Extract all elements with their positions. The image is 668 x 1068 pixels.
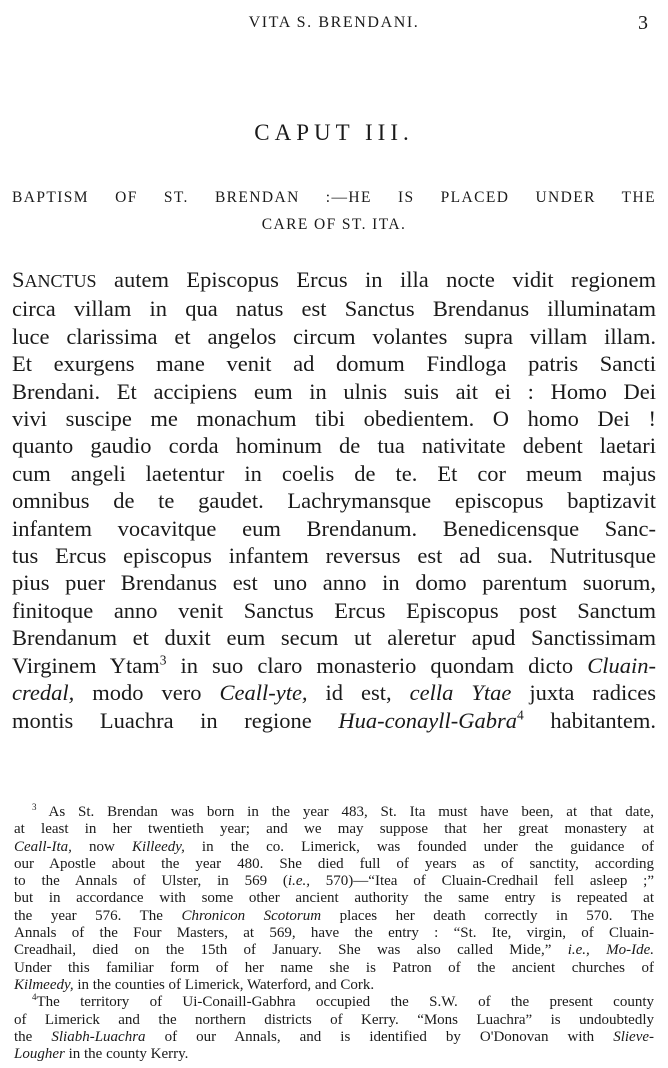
footnote-italic: Kilmeedy, [14,976,74,993]
footnote-italic: Sliabh-Luachra [51,1028,146,1045]
footnote-text: to the Annals of Ulster, in 569 ( [14,873,288,890]
latin-body-text [12,266,656,734]
footnote-text: As St. Brendan was born in the year 483, St. Ita must have been, at that date, [36,804,654,820]
footnote-text: 570)—“Itea of Cluain-Credhail fell asleep ;” [309,873,654,890]
footnote-line [14,1046,654,1063]
footnote-line [14,942,654,959]
footnote-text: Creadhail, died on the 15th of January. She was also called Mide,” [14,942,568,959]
footnote-mark: 4 [32,992,37,1003]
footnote-ref: 4 [517,707,524,722]
body-text-run: montis Luachra in regione [12,707,339,733]
footnote-line [14,804,654,821]
footnote-text: the [14,1028,52,1045]
page-number: 3 [638,12,648,34]
footnote-italic: Ceall-Ita, [14,838,72,855]
italic-place-name: Ceall-yte, [219,680,308,706]
footnote-line: of Limerick and the northern districts of Kerry. “Mons Luachra” is undoubtedly [14,1011,654,1028]
body-line: vivi suscipe me monachum tibi obedientem. O homo Dei ! [12,406,656,432]
body-text-run: in suo claro monasterio quondam dicto [166,652,588,678]
footnote-text: The territory of Ui-Conaill-Gabhra occupied the S.W. of the present county [36,994,654,1011]
body-line: Brendani. Et accipiens eum in ulnis suis ait ei : Homo Dei [12,378,656,404]
italic-place-name: cella Ytae [409,680,512,706]
footnote-line [14,873,654,890]
footnote-text: in the county Kerry. [64,1046,189,1063]
italic-place-name: Hua-conayll-Gabra [338,707,518,733]
footnote-text: the year 576. The [14,907,182,924]
body-line: Et exurgens mane venit ad domum Findloga patris Sancti [12,351,656,377]
footnote-line: Annals of the Four Masters, at 569, have the entry : “St. Ite, virgin, of Cluain- [14,925,654,942]
body-line [12,652,656,679]
body-line: infantem vocavitque eum Brendanum. Benedicensque Sanc- [12,515,656,541]
body-line [12,679,656,706]
italic-place-name: credal, [12,680,75,706]
body-line: Brendanum et duxit eum secum ut aleretur apud Sanctissimam [12,625,656,651]
chapter-subtitle [12,184,656,238]
footnotes [14,804,654,1063]
footnote-text: of our Annals, and is identified by O'Donovan with [145,1028,614,1045]
footnote-line [14,977,654,994]
footnote-italic: Chronicon Scotorum [181,907,322,924]
small-caps-word: ANCTUS [24,271,97,291]
footnote-line [14,839,654,856]
body-text-run: modo vero [74,680,220,706]
subtitle-line: BAPTISM OF ST. BRENDAN :—HE IS PLACED UNDER THE [12,189,656,206]
footnote-line [14,1029,654,1046]
footnote-italic: Lougher [14,1046,65,1063]
body-text-run: juxta radices [511,680,657,706]
footnote-line: our Apostle about the year 480. She died full of years as of sanctity, according [14,855,654,872]
footnote-italic: Slieve- [613,1028,655,1045]
footnote-line: but in accordance with some other ancient authority the same entry is repeated at [14,890,654,907]
body-line: pius puer Brendanus est uno anno in domo parentum suorum, [12,570,656,596]
footnote-mark: 3 [32,802,37,812]
body-line: tus Ercus episcopus infantem reversus est ad sua. Nutritusque [12,543,656,569]
footnote-italic: i.e., Mo-Ide. [567,942,654,959]
footnote-text: places her death correctly in 570. The [321,907,655,924]
footnote-text: now [71,838,132,855]
footnote-italic: i.e., [287,873,310,890]
footnote-text: in the counties of Limerick, Waterford, and Cork. [73,976,375,993]
body-line: luce clarissima et angelos circum volantes supra villam illam. [12,323,656,349]
subtitle-line: CARE OF ST. ITA. [261,216,407,233]
body-text-run: id est, [307,680,410,706]
body-text-run: autem Episcopus Ercus in illa nocte vidit regionem [96,267,656,292]
italic-place-name: Cluain- [587,652,656,678]
body-line: omnibus de te gaudet. Lachrymansque episcopus baptizavit [12,488,656,514]
footnote-line: Under this familiar form of her name she is Patron of the ancient churches of [14,959,654,976]
body-line [12,707,656,734]
body-line: finitoque anno venit Sanctus Ercus Episcopus post Sanctum [12,597,656,623]
body-line: cum angeli laetentur in coelis de te. Et cor meum majus [12,460,656,486]
body-line [12,266,656,295]
body-text-run: habitantem. [523,707,656,733]
running-head: VITA S. BRENDANI. [248,14,420,31]
footnote-line [14,994,654,1011]
body-line: quanto gaudio corda hominum de tua nativitate debent laetari [12,433,656,459]
footnote-ref: 3 [159,652,167,668]
body-line: circa villam in qua natus est Sanctus Brendanus illuminatam [12,296,656,322]
footnote-text: in the co. Limerick, was founded under the guidance of [184,838,654,855]
chapter-title: CAPUT III. [254,120,414,145]
footnote-line [14,908,654,925]
drop-initial: S [12,267,25,292]
body-text-run: Virginem Ytam [12,652,160,678]
footnote-italic: Killeedy, [131,838,185,855]
footnote-line: at least in her twentieth year; and we may suppose that her great monastery at [14,821,654,838]
